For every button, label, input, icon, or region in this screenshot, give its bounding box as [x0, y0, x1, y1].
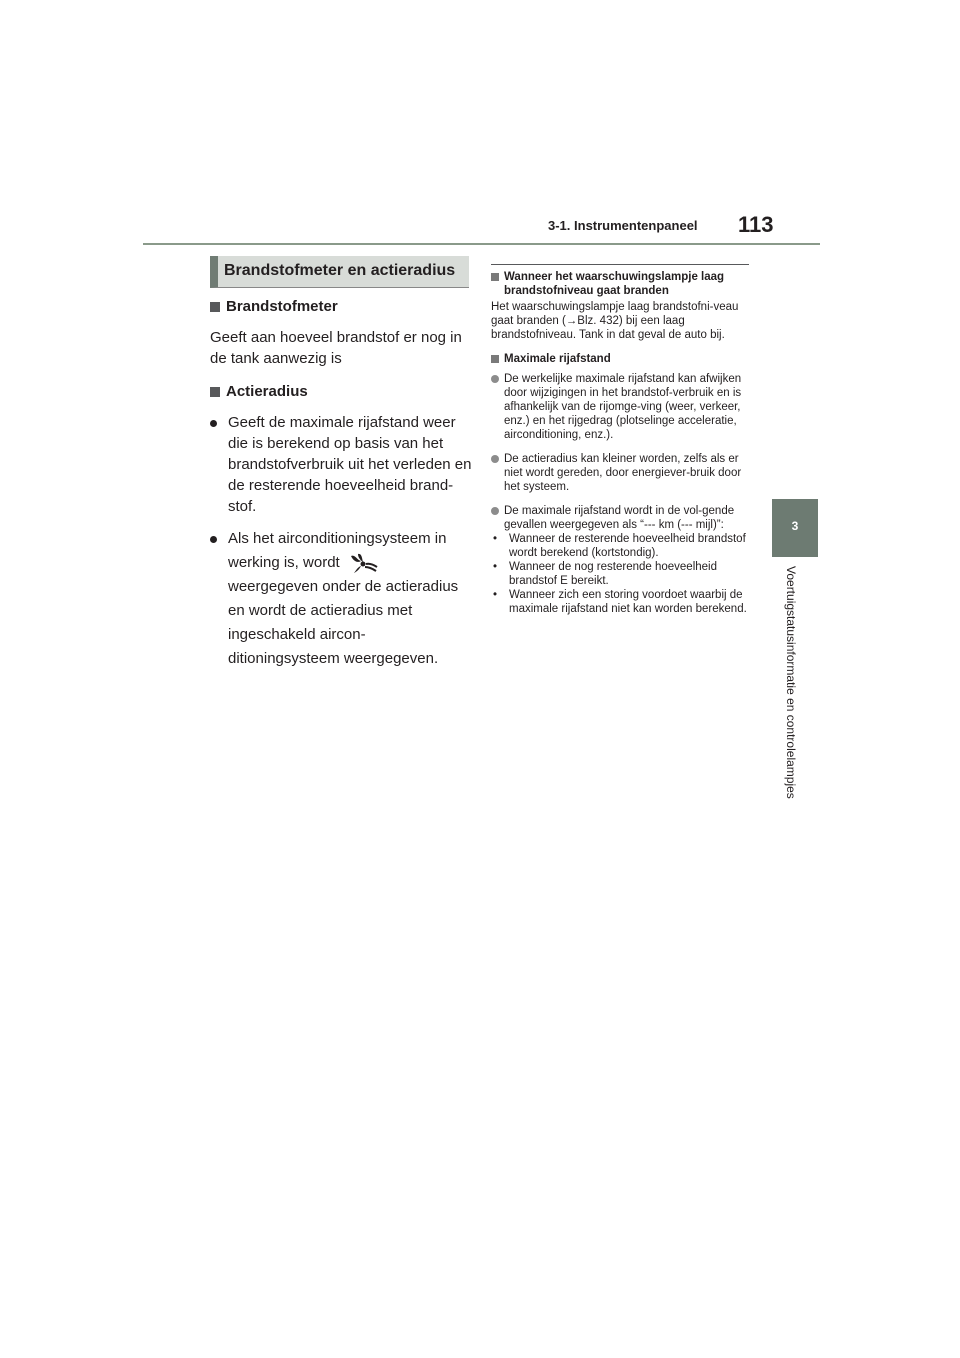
square-marker-icon [210, 387, 220, 397]
sub-list-text: Wanneer de resterende hoeveelheid brandstof wordt berekend (kortstondig). [509, 533, 746, 559]
bullet-dot-icon [491, 507, 499, 515]
chapter-tab [772, 499, 818, 557]
bullet-dot-icon [491, 375, 499, 383]
paragraph: Geeft aan hoeveel brandstof er nog in de tank aanwezig is [210, 329, 462, 367]
note-bullet [491, 372, 749, 442]
right-column [491, 264, 749, 616]
sub-list-item [491, 588, 749, 616]
sub-list-text: Wanneer zich een storing voordoet waarbij de maximale rijafstand niet kan worden berekend. [509, 589, 747, 615]
bullet-text [228, 527, 475, 671]
bullet-text-after: weergegeven onder de actieradius en wordt de actieradius met ingeschakeld aircon-ditioningsysteem weergegeven. [228, 578, 459, 667]
bullet-dot-icon [491, 455, 499, 463]
note-heading-text: Wanneer het waarschuwingslampje laag brandstofniveau gaat branden [504, 271, 725, 297]
chapter-tab-label: Voertuigstatusinformatie en controlelampjes [784, 566, 798, 799]
sub-list-marker: • [493, 533, 498, 545]
square-marker-icon [210, 302, 220, 312]
note-bullet [491, 504, 749, 532]
note-bullet-text: De actieradius kan kleiner worden, zelfs als er niet wordt gereden, door energiever-bruik door het systeem. [504, 453, 742, 493]
note-heading-warning-lamp [491, 270, 749, 298]
page-number: 113 [738, 212, 774, 237]
bullet-dot-icon [210, 420, 217, 427]
subheading-actieradius [210, 381, 475, 402]
note-paragraph: Het waarschuwingslampje laag brandstofni-veau gaat branden (→Blz. 432) bij een laag brandstofniveau. Tank in dat geval de auto bij. [491, 301, 739, 341]
page-header-section: 3-1. Instrumentenpaneel [548, 218, 698, 233]
bullet-text-before: Als het airconditioningsysteem in werking is, wordt [228, 530, 447, 571]
subheading-text: Brandstofmeter [226, 298, 338, 315]
header-rule [143, 243, 820, 245]
section-title: Brandstofmeter en actieradius [224, 262, 456, 279]
air-conditioning-fan-icon [348, 552, 378, 574]
subheading-text: Actieradius [226, 383, 308, 400]
sub-list-marker: • [493, 589, 498, 601]
bullet-text: Geeft de maximale rijafstand weer die is berekend op basis van het brandstofverbruik uit het verleden en de resterende hoeveelheid brand-stof. [228, 414, 472, 515]
sub-list-marker: • [493, 561, 498, 573]
sub-list-item [491, 532, 749, 560]
sub-list-text: Wanneer de nog resterende hoeveelheid brandstof E bereikt. [509, 561, 717, 587]
note-heading-text: Maximale rijafstand [504, 353, 611, 365]
square-marker-icon [491, 355, 499, 363]
bullet-dot-icon [210, 536, 217, 543]
left-column [210, 296, 475, 671]
note-bullet [491, 452, 749, 494]
sub-list-item [491, 560, 749, 588]
square-marker-icon [491, 273, 499, 281]
note-bullet-text: De werkelijke maximale rijafstand kan afwijken door wijzigingen in het brandstof-verbruik en is afhankelijk van de rijomge-ving (weer, verkeer, enz.) en het rijgedrag (plotselinge acceleratie, airconditioning, enz.). [504, 373, 742, 441]
chapter-tab-number: 3 [791, 519, 799, 533]
note-heading-max-range [491, 352, 749, 366]
note-bullet-text: De maximale rijafstand wordt in de vol-gende gevallen weergegeven als “--- km (--- mijl)”: [504, 505, 735, 531]
bullet-item [210, 412, 475, 517]
section-header [210, 256, 469, 288]
bullet-item [210, 527, 475, 671]
subheading-brandstofmeter [210, 296, 475, 317]
right-top-rule [491, 264, 749, 265]
